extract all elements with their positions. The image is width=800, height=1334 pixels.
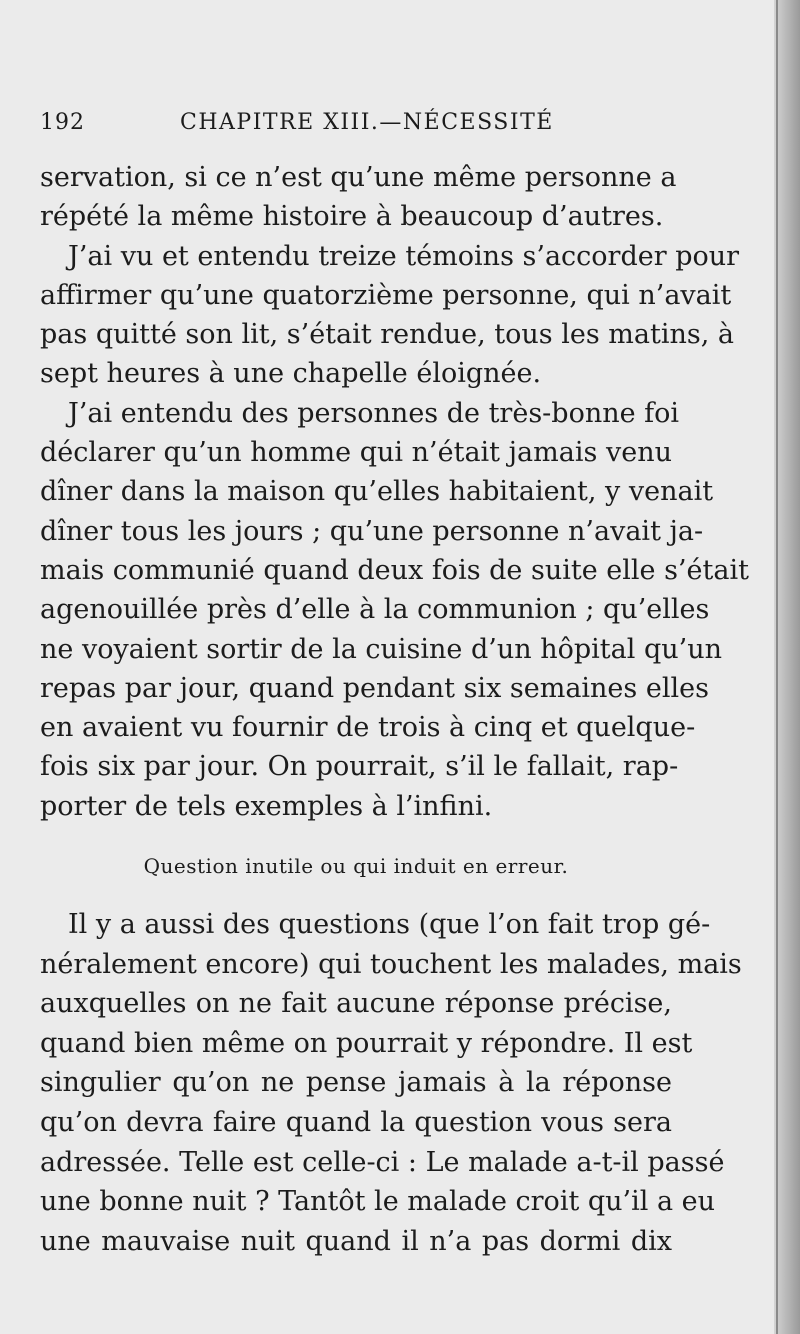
text-line: sept heures à une chapelle éloignée. <box>40 358 542 390</box>
text-line: fois six par jour. On pourrait, s’il le fallait, rap- <box>40 751 679 783</box>
text-line: repas par jour, quand pendant six semaines elles <box>40 672 709 704</box>
text-line: en avaient vu fournir de trois à cinq et quelque- <box>40 712 696 744</box>
running-head <box>40 110 672 150</box>
page-edge-line <box>776 0 778 1334</box>
body-text-top <box>40 158 749 826</box>
text-line: ne voyaient sortir de la cuisine d’un hôpital qu’un <box>40 633 722 665</box>
text-line: affirmer qu’une quatorzième personne, qui n’avait <box>40 279 732 311</box>
chapter-title: CHAPITRE XIII.—NÉCESSITÉ <box>180 110 554 135</box>
text-line: une mauvaise nuit quand il n’a pas dormi dix <box>40 1225 672 1257</box>
text-line: une bonne nuit ? Tantôt le malade croit qu’il a eu <box>40 1186 716 1218</box>
text-line: porter de tels exemples à l’infini. <box>40 790 493 822</box>
section-heading: Question inutile ou qui induit en erreur. <box>143 854 569 878</box>
text-line: quand bien même on pourrait y répondre. Il est <box>40 1027 693 1059</box>
text-line: agenouillée près d’elle à la communion ; qu’elles <box>40 594 710 626</box>
text-line: qu’on devra faire quand la question vous sera <box>40 1106 672 1138</box>
text-line: J’ai vu et entendu treize témoins s’accorder pour <box>68 240 740 272</box>
text-line: servation, si ce n’est qu’une même personne a <box>40 162 677 193</box>
text-line: Il y a aussi des questions (que l’on fait trop gé- <box>68 909 711 940</box>
body-text-bottom <box>40 905 742 1261</box>
text-line: répété la même histoire à beaucoup d’autres. <box>40 201 664 233</box>
text-line: dîner dans la maison qu’elles habitaient, y venait <box>40 476 714 508</box>
text-line: néralement encore) qui touchent les malades, mais <box>40 948 742 980</box>
text-line: pas quitté son lit, s’était rendue, tous les matins, à <box>40 319 734 351</box>
text-line: adressée. Telle est celle-ci : Le malade a-t-il passé <box>40 1146 725 1178</box>
text-line: auxquelles on ne fait aucune réponse précise, <box>40 988 672 1020</box>
text-line: mais communié quand deux fois de suite elle s’était <box>40 554 749 586</box>
text-line: dîner tous les jours ; qu’une personne n’avait ja- <box>40 515 704 547</box>
text-line: singulier qu’on ne pense jamais à la réponse <box>40 1067 672 1099</box>
text-line: J’ai entendu des personnes de très-bonne foi <box>68 397 680 429</box>
page-number: 192 <box>40 110 85 135</box>
text-line: déclarer qu’un homme qui n’était jamais venu <box>40 437 672 469</box>
